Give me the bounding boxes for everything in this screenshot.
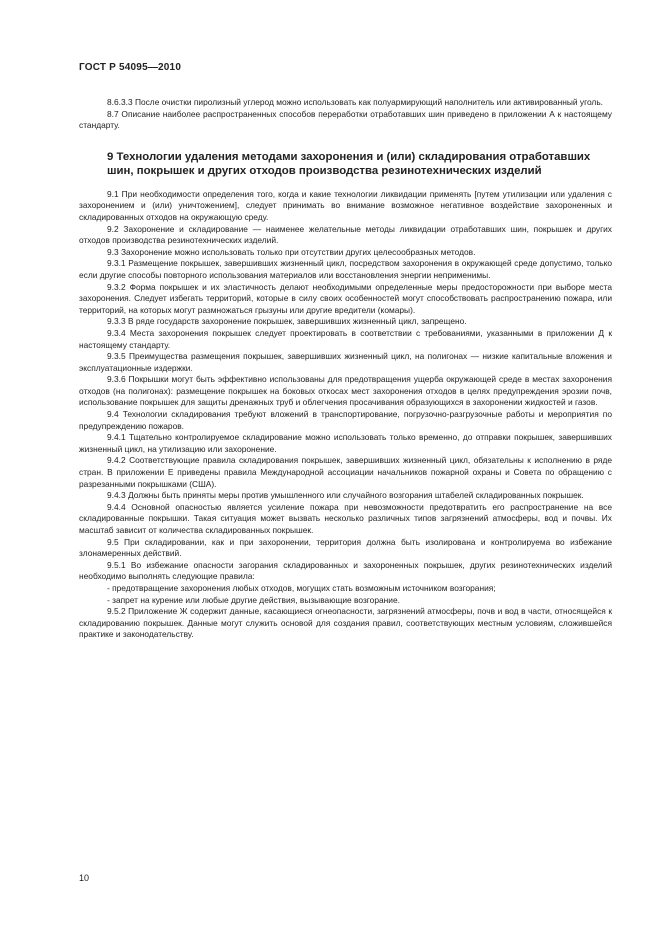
paragraph: 9.3.6 Покрышки могут быть эффективно использованы для предотвращения ущерба окружающей среде в местах захоронения отходов (на полигонах): размещение покрышек на боковых откосах мест захоронения отходов в целях предупреждения эрозии почв, использование покрышек для защиты дренажных труб и облегчения просачивания образующихся в захоронении жидкостей и газов. [79, 374, 612, 408]
paragraph: 9.4.1 Тщательно контролируемое складирование можно использовать только временно, до отправки покрышек, завершивших жизненный цикл, на утилизацию или захоронение. [79, 432, 612, 454]
paragraph: 9.5.1 Во избежание опасности загорания складированных и захороненных покрышек, других резинотехнических изделий необходимо выполнять следующие правила: [79, 559, 612, 582]
list-item: - запрет на курение или любые другие действия, вызывающие возгорание. [107, 594, 400, 605]
paragraph: 9.2 Захоронение и складирование — наименее желательные методы ликвидации отработавших шин, покрышек и других отходов производства резинотехнических изделий. [79, 223, 612, 246]
paragraph: 8.7 Описание наиболее распространенных способов переработки отработавших шин приведено в приложении А к настоящему стандарту. [79, 108, 612, 131]
page-number: 10 [79, 873, 90, 883]
paragraph: 9.5 При складировании, как и при захоронении, территория должна быть изолирована и контролируема во избежание злонамеренных действий. [79, 536, 612, 559]
section-heading: 9 Технологии удаления методами захоронения и (или) складирования отработавших шин, покрышек и других отходов производства резинотехнических изделий [107, 150, 591, 178]
paragraph: 9.4.2 Соответствующие правила складирования покрышек, завершивших жизненный цикл, обязательны к исполнению в ряде стран. В приложении Е приведены правила Международной ассоциации начальников пожарной охраны и Совета по обращению с разрезанными покрышками (США). [79, 455, 612, 489]
document-body [79, 97, 612, 641]
paragraph: 9.3.1 Размещение покрышек, завершивших жизненный цикл, посредством захоронения в окружающей среде допустимо, только если другие способы повторного использования материалов или восстановления энергии неприменимы. [79, 258, 612, 280]
paragraph: 9.3.4 Места захоронения покрышек следует проектировать в соответствии с требованиями, указанными в приложении Д к настоящему стандарту. [79, 327, 612, 350]
paragraph: 9.1 При необходимости определения того, когда и какие технологии ликвидации применять [путем утилизации или удаления с захоронением и (или) уничтожением], следует принимать во внимание возможное негативное воздействие захороненных и складированных отходов на окружающую среду. [79, 188, 612, 222]
document-header: ГОСТ Р 54095—2010 [79, 62, 182, 73]
paragraph: 9.5.2 Приложение Ж содержит данные, касающиеся огнеопасности, загрязнений атмосферы, почв и вод в части, относящейся к складированию покрышек. Данные могут служить основой для создания правил, соответствующих местным условиям, сложившейся практике и законодательству. [79, 606, 612, 640]
paragraph: 9.4.4 Основной опасностью является усиление пожара при невозможности предотвратить его распространение на все складированные покрышки. Такая ситуация может вызвать несколько различных типов загрязнений атмосферы, вод и почвы. Их масштаб зависит от количества складированных покрышек. [79, 501, 612, 535]
paragraph: 9.3 Захоронение можно использовать только при отсутствии других целесообразных методов. [107, 246, 476, 257]
paragraph: 9.3.3 В ряде государств захоронение покрышек, завершивших жизненный цикл, запрещено. [107, 316, 467, 327]
paragraph: 8.6.3.3 После очистки пиролизный углерод можно использовать как полуармирующий наполнитель или активированный уголь. [107, 97, 604, 107]
paragraph: 9.4.3 Должны быть приняты меры против умышленного или случайного возгорания штабелей складированных покрышек. [107, 490, 584, 501]
paragraph: 9.3.5 Преимущества размещения покрышек, завершивших жизненный цикл, на полигонах — низкие капитальные вложения и эксплуатационные издержки. [79, 351, 612, 373]
paragraph: 9.4 Технологии складирования требуют вложений в транспортирование, погрузочно-разгрузочные работы и мероприятия по предупреждению пожаров. [79, 409, 612, 431]
list-item: - предотвращение захоронения любых отходов, могущих стать возможным источником возгорания; [107, 582, 496, 593]
paragraph: 9.3.2 Форма покрышек и их эластичность делают необходимыми определенные меры предосторожности при выборе места захоронения. Следует избегать территорий, которые в силу своих особенностей могут способствовать распространению пожара, или территорий, на которых могут размножаться грызуны или другие вредители (комары). [79, 281, 612, 315]
